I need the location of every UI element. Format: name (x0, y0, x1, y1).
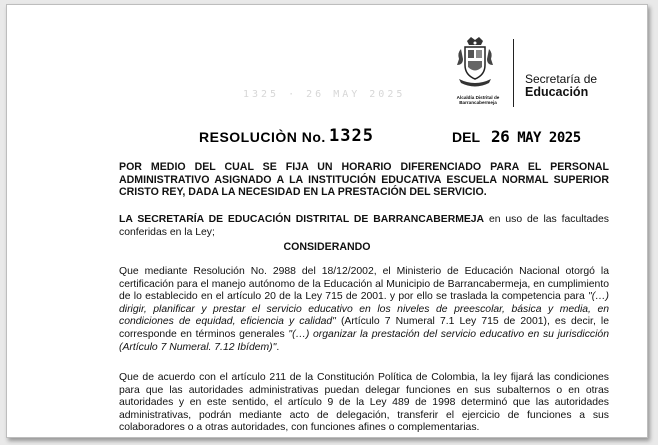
faint-stamp: 1325 · 26 MAY 2025 (243, 89, 406, 100)
resolution-title: POR MEDIO DEL CUAL SE FIJA UN HORARIO DIFERENCIADO PARA EL PERSONAL ADMINISTRATIVO ASIGNADO A LA INSTITUCIÓN EDUCATIVA ESCUELA NORMAL SUPERIOR CRISTO REY, DADA LA NECESIDAD EN LA PRESTACIÓN DEL SERVICIO. (119, 161, 609, 199)
resolution-date (491, 127, 581, 146)
crest-caption (443, 95, 513, 105)
header-divider (513, 39, 514, 107)
paragraph-2: Que de acuerdo con el artículo 211 de la Constitución Política de Colombia, la ley fijará las condiciones para que las autoridades administrativas puedan delegar funciones en sus subalternos o en otras autoridades y en este sentido, el artículo 9 de la Ley 489 de 1998 determinó que las autoridades administrativas, podrán mediante acto de delegación, transferir el ejercicio de funciones a sus colaboradores o a otras autoridades, con funciones afines o complementarias. (119, 372, 609, 434)
p1-text-e: . (276, 341, 280, 353)
secretaria-label (525, 73, 597, 99)
date-month-year: MAY 2025 (517, 130, 581, 146)
intro-paragraph (119, 214, 609, 239)
coat-of-arms-icon (453, 35, 497, 91)
crest-caption-line1: Alcaldía Distrital de (456, 95, 500, 100)
resolution-label: RESOLUCIÒN No. (199, 129, 326, 145)
considerando-heading: CONSIDERANDO (283, 241, 371, 253)
del-label: DEL (452, 129, 480, 145)
p1-text-a: Que mediante Resolución No. 2988 del 18/12/2002, el Ministerio de Educación Nacional otorgó la certificación para el manejo autónomo de la Educación al Municipio de Barrancabermeja, en cumplimiento de lo establecido en el artículo 20 de la Ley 715 de 2001. y por ello se traslada la competencia para (119, 266, 609, 303)
letterhead (437, 35, 647, 115)
secretaria-line1: Secretaría de (525, 72, 598, 86)
resolution-line (7, 126, 647, 151)
secretaria-line2: Educación (525, 85, 589, 99)
intro-rest: en uso de las facultades conferidas en la Ley; (119, 214, 609, 238)
p1-quote-1: "(…) dirigir, planificar y prestar el servicio educativo en los niveles de preescolar, básica y media, en condiciones de equidad, eficiencia y calidad" (119, 291, 609, 328)
intro-bold: LA SECRETARÍA DE EDUCACIÓN DISTRITAL DE BARRANCABERMEJA (119, 214, 485, 225)
resolution-number: 1325 (329, 126, 374, 146)
p1-quote-2: "(…) organizar la prestación del servicio educativo en su jurisdicción (Artículo 7 Numeral. 7.12 Ibídem)" (119, 328, 609, 353)
date-day: 26 (491, 127, 510, 146)
p1-text-c: (Artículo 7 Numeral 7.1 Ley 715 de 2001), es decir, le corresponde en términos generales (119, 316, 609, 340)
crest-caption-line2: Barrancabermeja (459, 100, 497, 105)
document-page (6, 4, 648, 438)
paragraph-1 (119, 266, 609, 354)
